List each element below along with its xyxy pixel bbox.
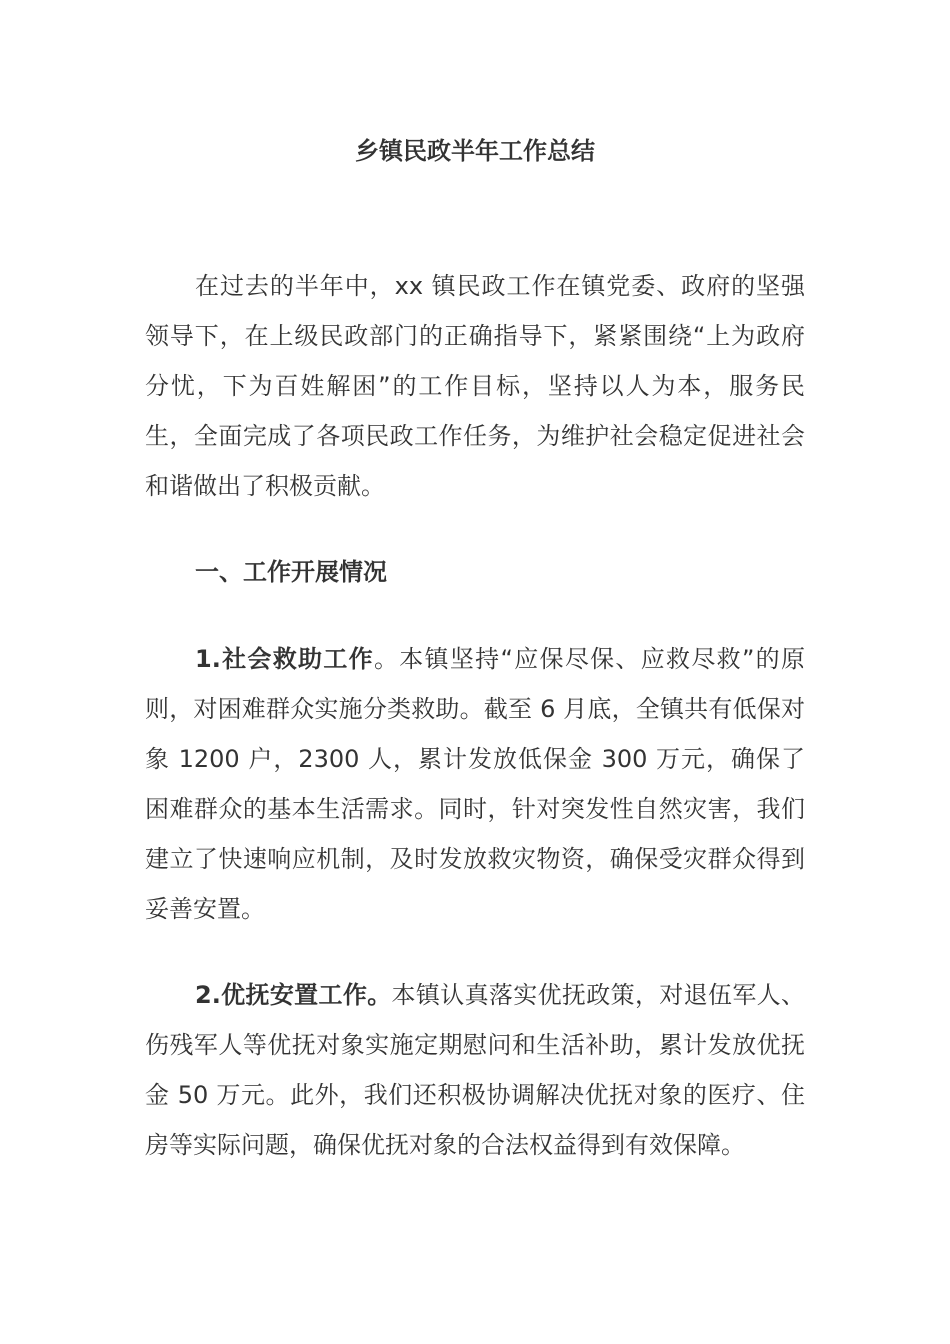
item-text-social-assistance: 。本镇坚持“应保尽保、应救尽救”的原则，对困难群众实施分类救助。截至 6 月底，全镇共有低保对象 1200 户，2300 人，累计发放低保金 300 万元，确保了困难群众的基本生活需求。同时，针对突发性自然灾害，我们建立了快速响应机制，及时发放救灾物资，确保受灾群众得到妥善安置。 <box>145 645 805 923</box>
item-text-veterans: 本镇认真落实优抚政策，对退伍军人、伤残军人等优抚对象实施定期慰问和生活补助，累计发放优抚金 50 万元。此外，我们还积极协调解决优抚对象的医疗、住房等实际问题，确保优抚对象的合法权益得到有效保障。 <box>145 981 805 1159</box>
item-lead-social-assistance: 1.社会救助工作 <box>195 645 374 673</box>
item-paragraph-social-assistance <box>145 634 805 934</box>
item-lead-veterans: 2.优抚安置工作。 <box>195 981 392 1009</box>
document-body <box>145 261 805 1206</box>
intro-paragraph: 在过去的半年中，xx 镇民政工作在镇党委、政府的坚强领导下，在上级民政部门的正确指导下，紧紧围绕“上为政府分忧，下为百姓解困”的工作目标，坚持以人为本，服务民生，全面完成了各项民政工作任务，为维护社会稳定促进社会和谐做出了积极贡献。 <box>145 272 805 500</box>
section-heading: 一、工作开展情况 <box>195 558 387 586</box>
item-paragraph-veterans <box>145 970 805 1170</box>
document-title: 乡镇民政半年工作总结 <box>355 137 595 165</box>
